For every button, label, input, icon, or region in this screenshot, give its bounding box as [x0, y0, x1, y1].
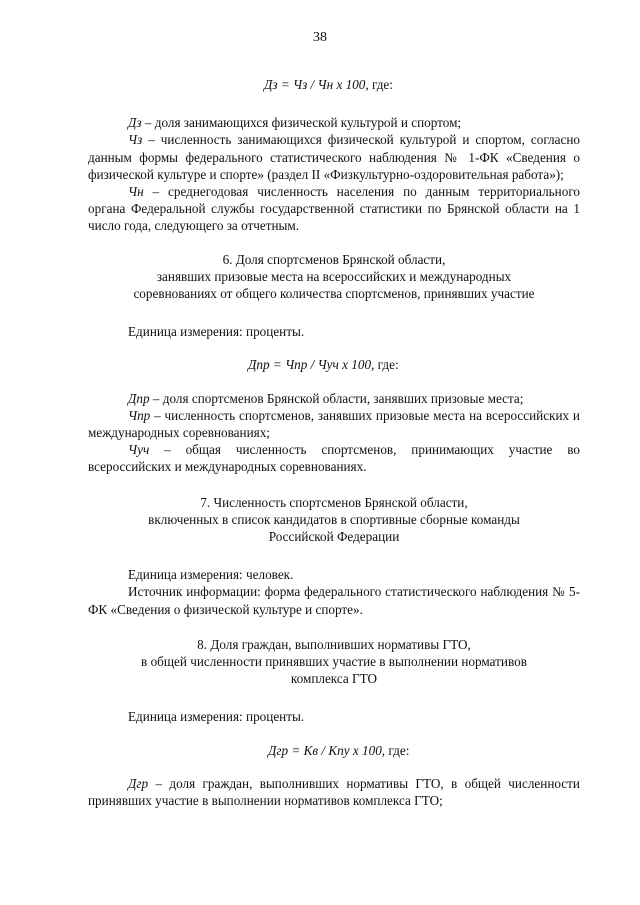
section-7-heading	[88, 494, 580, 546]
page-content	[88, 76, 580, 809]
formula-dpr	[248, 356, 580, 373]
formula-dgr-where: , где:	[381, 742, 410, 758]
definition-chn	[88, 183, 580, 235]
formula-dz-expr: Дз = Чз / Чн х 100	[264, 77, 366, 92]
section-6-heading	[88, 251, 580, 303]
formula-dgr-expr: Дгр = Кв / Кпу х 100	[268, 742, 382, 758]
definition-chz-text: – численность занимающихся физической культурой и спортом, согласно данным формы федерального статистического наблюдения № 1-ФК «Сведения о физической культуре и спорте» (раздел II «Физкультурно-оздоровительная работа»);	[88, 132, 580, 182]
formula-dpr-expr: Дпр = Чпр / Чуч х 100	[248, 357, 372, 373]
definition-chn-text: – среднегодовая численность населения по данным территориального органа Федеральной службы государственной статистики по Брянской области на 1 число года, следующего за отчетным.	[88, 184, 580, 234]
section-7-heading-line: включенных в список кандидатов в спортивные сборные команды	[148, 511, 520, 527]
definition-dgr-text: – доля граждан, выполнивших нормативы ГТО, в общей численности принявших участие в выполнении нормативов комплекса ГТО;	[88, 775, 580, 809]
section-6-definitions	[88, 390, 580, 476]
section-6-heading-line: 6. Доля спортсменов Брянской области,	[222, 251, 446, 267]
definition-chpr	[88, 407, 580, 441]
formula-dpr-where: , где:	[371, 357, 399, 373]
section-7-heading-line: Российской Федерации	[268, 529, 400, 545]
symbol-chz: Чз	[128, 132, 143, 148]
symbol-chuch: Чуч	[128, 442, 150, 458]
formula-dgr	[268, 742, 580, 759]
definition-chpr-text: – численность спортсменов, занявших призовые места на всероссийских и международных соревнованиях;	[88, 407, 580, 441]
section-7-unit: Единица измерения: человек.	[128, 567, 294, 583]
symbol-chpr: Чпр	[128, 407, 151, 423]
section-6-unit: Единица измерения: проценты.	[128, 324, 305, 340]
section-8-unit: Единица измерения: проценты.	[128, 709, 305, 725]
section-7-source: Источник информации: форма федерального статистического наблюдения № 5-ФК «Сведения о физической культуре и спорте».	[88, 584, 580, 617]
formula-dz-where: , где:	[365, 77, 393, 92]
section-6-heading-line: соревнованиях от общего количества спортсменов, принявших участие	[133, 286, 535, 302]
section-8-heading	[88, 636, 580, 688]
definition-chuch-text: – общая численность спортсменов, принимающих участие во всероссийских и международных соревнованиях.	[88, 442, 580, 475]
definition-chuch	[88, 441, 580, 475]
definition-dz	[88, 114, 580, 131]
formula-dz	[264, 76, 580, 93]
section-8-heading-line: 8. Доля граждан, выполнивших нормативы ГТО,	[197, 636, 471, 652]
page-number: 38	[313, 30, 327, 45]
symbol-chn: Чн	[128, 184, 144, 200]
section-7-heading-line: 7. Численность спортсменов Брянской области,	[200, 494, 468, 510]
definition-chz	[88, 131, 580, 183]
symbol-dz: Дз	[128, 115, 142, 131]
definition-dz-text: – доля занимающихся физической культурой и спортом;	[141, 115, 462, 131]
section-8-heading-line: комплекса ГТО	[290, 671, 378, 687]
symbol-dgr: Дгр	[128, 775, 149, 791]
definition-dpr	[88, 390, 580, 407]
symbol-dpr: Дпр	[128, 390, 150, 406]
section-6-heading-line: занявших призовые места на всероссийских и международных	[156, 268, 512, 284]
definition-dpr-text: – доля спортсменов Брянской области, занявших призовые места;	[149, 390, 524, 406]
section-8-heading-line: в общей численности принявших участие в выполнении нормативов	[141, 654, 527, 670]
definition-dgr	[88, 775, 580, 809]
